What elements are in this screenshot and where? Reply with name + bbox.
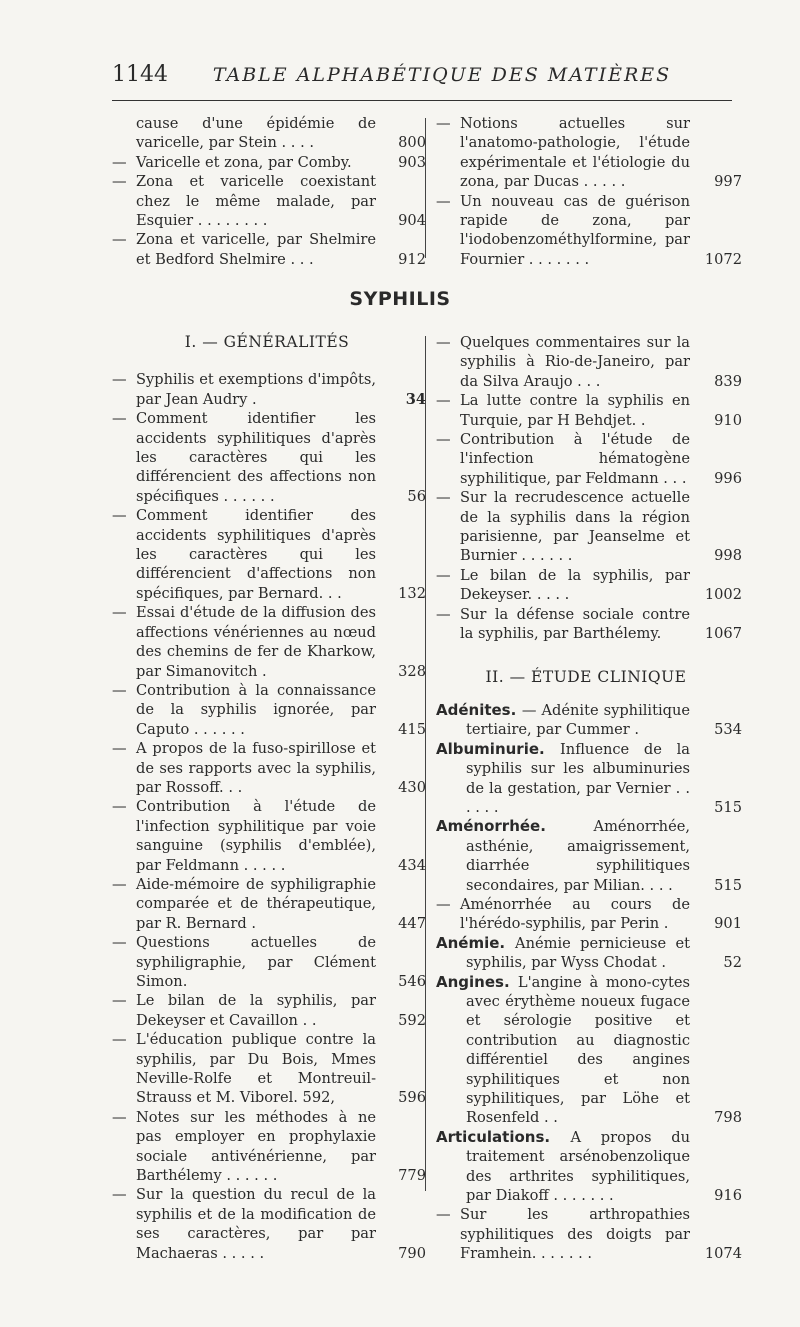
left-column <box>112 333 426 1263</box>
entry-text: — Un nouveau cas de guérison rapide de zona, par l'iodobenzométhylformine, par Fournier . . . . . . . <box>460 192 690 268</box>
entry-page: 447 <box>398 914 426 932</box>
clinical-entry <box>436 972 742 1128</box>
index-entry <box>112 506 426 603</box>
clinical-entry <box>436 1127 742 1206</box>
entry-text: — Comment identifier les accidents syphilitiques d'après les caractères qui les différencient des affections non spécifiques . . . . . . <box>136 410 376 505</box>
index-entry <box>112 153 426 172</box>
entry-page: 996 <box>714 469 742 487</box>
page-header <box>112 62 732 92</box>
entry-page: 916 <box>714 1187 742 1205</box>
entry-text: Aménorrhée, asthénie, amaigrissement, diarrhée syphilitiques secondaires, par Milian. . . . <box>466 818 690 894</box>
entry-page: 132 <box>398 584 426 602</box>
entry-text: — Syphilis et exemptions d'impôts, par Jean Audry . <box>136 371 376 408</box>
entry-text: — Sur la question du recul de la syphilis et de la modification de ses caractères, par par Machaeras . . . . . <box>136 1186 376 1262</box>
entry-text: — Sur les arthropathies syphilitiques des doigts par Framhein. . . . . . . <box>460 1206 690 1263</box>
entry-text: — Quelques commentaires sur la syphilis à Rio-de-Janeiro, par da Silva Araujo . . . <box>460 334 690 390</box>
entry-page: 415 <box>398 720 426 738</box>
index-entry <box>112 991 426 1030</box>
entry-page: 1002 <box>704 586 742 604</box>
index-entry <box>436 192 742 270</box>
entry-page: 997 <box>714 173 742 191</box>
entry-page: 839 <box>714 372 742 390</box>
entry-text: — Adénite syphilitique tertiaire, par Cummer . <box>466 701 690 739</box>
index-entry <box>112 681 426 739</box>
entry-text: — Contribution à l'étude de l'infection hématogène syphilitique, par Feldmann . . . <box>460 431 690 487</box>
entry-page: 515 <box>714 798 742 816</box>
entry-text: — Aménorrhée au cours de l'hérédo-syphilis, par Perin . <box>460 895 690 933</box>
entry-page: 998 <box>714 547 742 565</box>
index-entry <box>112 875 426 933</box>
index-entry <box>436 1205 742 1263</box>
entry-text: cause d'une épidémie de varicelle, par Stein . . . . <box>136 115 376 152</box>
top-right-column <box>436 114 742 269</box>
index-entry <box>436 605 742 644</box>
entry-text: — Questions actuelles de syphiligraphie, par Clément Simon. <box>136 934 376 990</box>
entry-page: 534 <box>714 721 742 739</box>
entry-text: — Comment identifier des accidents syphilitiques d'après les caractères qui les différencient d'affections non spécifiques, par Bernard. . . <box>136 507 376 602</box>
index-entry <box>436 114 742 192</box>
entry-page: 515 <box>714 876 742 894</box>
index-entry <box>436 895 742 934</box>
entry-page: 910 <box>714 411 742 429</box>
index-entry <box>112 1030 426 1108</box>
entry-text: — Zona et varicelle, par Shelmire et Bedford Shelmire . . . <box>136 231 376 268</box>
entry-text: — Essai d'étude de la diffusion des affections vénériennes au nœud des chemins de fer de Kharkow, par Simanovitch . <box>136 604 376 680</box>
entry-page: 592 <box>398 1011 426 1029</box>
clinical-entry <box>436 933 742 973</box>
entry-text: — Contribution à l'étude de l'infection syphilitique par voie sanguine (syphilis d'emblée), par Feldmann . . . . . <box>136 798 376 874</box>
entry-keyword: Adénites. <box>436 700 522 719</box>
entry-text: A propos du traitement arsénobenzolique des arthrites syphilitiques, par Diakoff . . . . . . . <box>466 1128 690 1205</box>
index-entry <box>436 333 742 391</box>
entry-text: — L'éducation publique contre la syphilis, par Du Bois, Mmes Neville-Rolfe et Montreuil-Strauss et M. Viborel. 592, <box>136 1031 376 1107</box>
right-column <box>436 333 742 1264</box>
entry-text: L'angine à mono-cytes avec érythème noueux fugace et sérologie positive et contribution au diagnostic différentiel des angines syphilitiques et non syphilitiques, par Löhe et Rosenfeld . . <box>466 973 690 1127</box>
entry-text: — Sur la recrudescence actuelle de la syphilis dans la région parisienne, par Jeanselme et Burnier . . . . . . <box>460 489 690 565</box>
entry-text: — Le bilan de la syphilis, par Dekeyser. . . . . <box>460 566 690 604</box>
entry-page: 434 <box>398 856 426 874</box>
index-entry <box>112 370 426 409</box>
column-divider-main <box>425 336 426 1191</box>
index-entry <box>112 114 426 153</box>
entry-text: — Contribution à la connaissance de la syphilis ignorée, par Caputo . . . . . . <box>136 681 376 738</box>
index-entry <box>436 391 742 430</box>
entry-page: 1074 <box>704 1245 742 1263</box>
entry-text: Anémie pernicieuse et syphilis, par Wyss Chodat . <box>466 934 690 972</box>
entry-page: 912 <box>398 250 426 268</box>
entry-text: — La lutte contre la syphilis en Turquie, par H Behdjet. . <box>460 392 690 429</box>
entry-text: — Varicelle et zona, par Comby. <box>136 153 352 171</box>
entry-text: — Zona et varicelle coexistant chez le même malade, par Esquier . . . . . . . . <box>136 173 376 230</box>
column-divider-top <box>425 118 426 258</box>
index-entry <box>112 409 426 506</box>
entry-keyword: Angines. <box>436 972 518 991</box>
index-entry <box>112 933 426 991</box>
entry-page: 34 <box>405 390 426 408</box>
entry-text: Influence de la syphilis sur les albuminuries de la gestation, par Vernier . . . . . . <box>466 740 690 816</box>
index-entry <box>112 1185 426 1263</box>
subsection-etude-clinique: II. — ÉTUDE CLINIQUE <box>485 667 687 686</box>
index-entry <box>112 739 426 797</box>
index-entry <box>436 566 742 605</box>
entry-page: 779 <box>398 1167 426 1185</box>
entry-page: 52 <box>723 954 742 972</box>
index-entry <box>112 230 426 269</box>
index-entry <box>112 172 426 230</box>
clinical-entry <box>436 817 742 895</box>
entry-keyword: Articulations. <box>436 1127 571 1146</box>
entry-page: 798 <box>714 1109 742 1127</box>
entry-page: 903 <box>398 153 426 171</box>
entry-page: 596 <box>398 1089 426 1107</box>
entry-page: 1067 <box>704 625 742 643</box>
entry-page: 790 <box>398 1244 426 1262</box>
entry-text: — Sur la défense sociale contre la syphilis, par Barthélemy. <box>460 605 690 643</box>
entry-text: — Notes sur les méthodes à ne pas employer en prophylaxie sociale antivénérienne, par Barthélemy . . . . . . <box>136 1108 376 1185</box>
top-left-column <box>112 114 426 269</box>
entry-page: 546 <box>398 973 426 990</box>
section-title: SYPHILIS <box>349 288 451 310</box>
index-entry <box>112 797 426 875</box>
entry-keyword: Aménorrhée. <box>436 817 594 836</box>
entry-text: — Aide-mémoire de syphiligraphie comparée et de thérapeutique, par R. Bernard . <box>136 875 376 932</box>
entry-page: 901 <box>714 915 742 933</box>
entry-text: — Notions actuelles sur l'anatomo-pathologie, l'étude expérimentale et l'étiologie du zona, par Ducas . . . . . <box>460 115 690 191</box>
entry-keyword: Albuminurie. <box>436 739 561 758</box>
subsection-generalites: I. — GÉNÉRALITÉS <box>184 333 350 351</box>
entry-text: — A propos de la fuso-spirillose et de ses rapports avec la syphilis, par Rossoff. . . <box>136 740 376 796</box>
entry-text: — Le bilan de la syphilis, par Dekeyser et Cavaillon . . <box>136 992 376 1029</box>
clinical-entry <box>436 700 742 740</box>
entry-page: 56 <box>407 487 426 505</box>
clinical-entry <box>436 739 742 818</box>
running-title: TABLE ALPHABÉTIQUE DES MATIÈRES <box>212 64 672 86</box>
entry-page: 1072 <box>704 250 742 268</box>
index-entry <box>112 1108 426 1186</box>
entry-page: 904 <box>398 212 426 230</box>
index-entry <box>112 603 426 681</box>
header-rule <box>112 100 732 101</box>
entry-page: 800 <box>398 134 426 152</box>
entry-page: 328 <box>398 662 426 680</box>
index-entry <box>436 488 742 566</box>
entry-keyword: Anémie. <box>436 933 516 952</box>
entry-page: 430 <box>398 778 426 796</box>
index-entry <box>436 430 742 488</box>
page-number: 1144 <box>112 62 168 87</box>
